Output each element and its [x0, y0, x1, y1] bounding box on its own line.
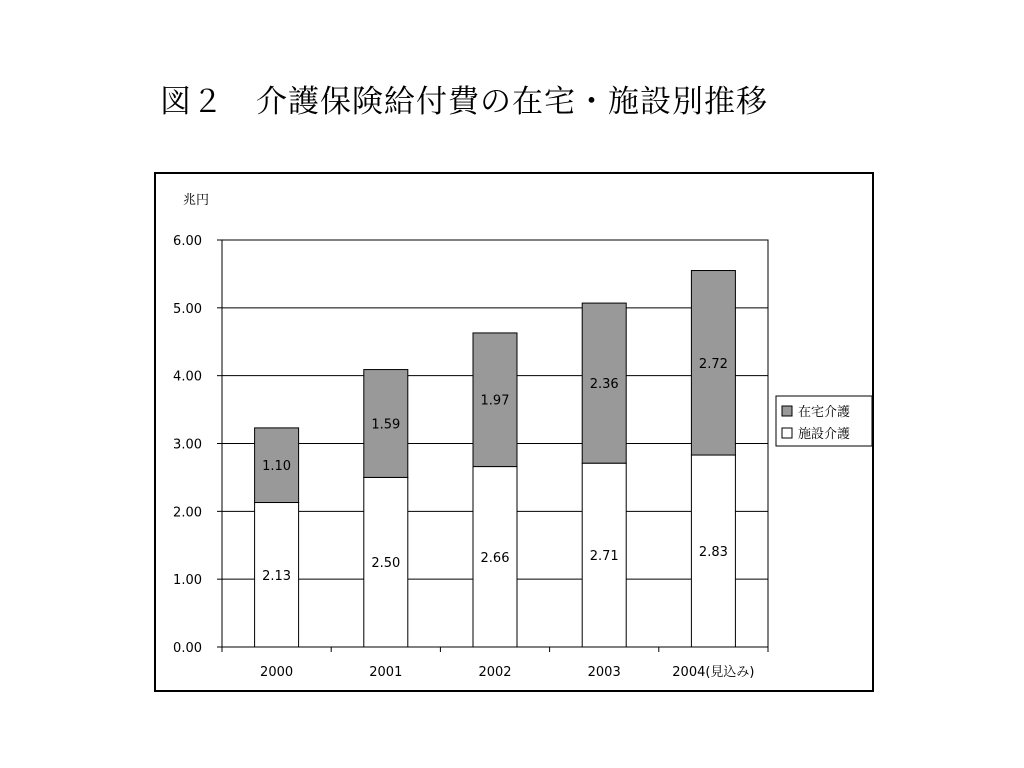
legend-label: 施設介護: [798, 427, 851, 442]
data-label: 1.10: [262, 459, 292, 475]
y-tick-label: 4.00: [173, 369, 202, 385]
y-tick-label: 3.00: [173, 437, 202, 453]
y-tick-label: 0.00: [173, 641, 202, 656]
x-tick-label: 2000: [260, 665, 294, 680]
data-label: 2.13: [262, 568, 292, 584]
y-tick-label: 2.00: [173, 505, 202, 521]
legend-label: 在宅介護: [798, 405, 851, 420]
data-label: 2.36: [589, 377, 619, 393]
legend: [776, 396, 872, 446]
data-label: 2.71: [589, 549, 619, 565]
x-tick-label: 2003: [587, 665, 621, 680]
x-tick-label: 2001: [369, 665, 403, 680]
slide-title: 図２ 介護保険給付費の在宅・施設別推移: [160, 84, 768, 120]
data-label: 2.66: [480, 550, 510, 566]
chart-frame: [154, 172, 874, 692]
data-label: 2.83: [698, 545, 728, 561]
data-label: 2.50: [371, 556, 401, 572]
x-tick-label: 2002: [478, 665, 512, 680]
bars: [255, 271, 736, 647]
data-label: 1.59: [371, 417, 401, 433]
x-tick-label: 2004(見込み): [672, 665, 755, 680]
y-tick-label: 6.00: [173, 234, 202, 249]
y-tick-label: 1.00: [173, 573, 202, 589]
y-unit-label: 兆円: [183, 193, 210, 208]
data-label: 2.72: [698, 356, 728, 372]
legend-swatch: [782, 428, 792, 438]
y-tick-label: 5.00: [173, 301, 202, 317]
stacked-bar-chart: [156, 174, 876, 694]
legend-swatch: [782, 406, 792, 416]
data-label: 1.97: [480, 393, 510, 409]
